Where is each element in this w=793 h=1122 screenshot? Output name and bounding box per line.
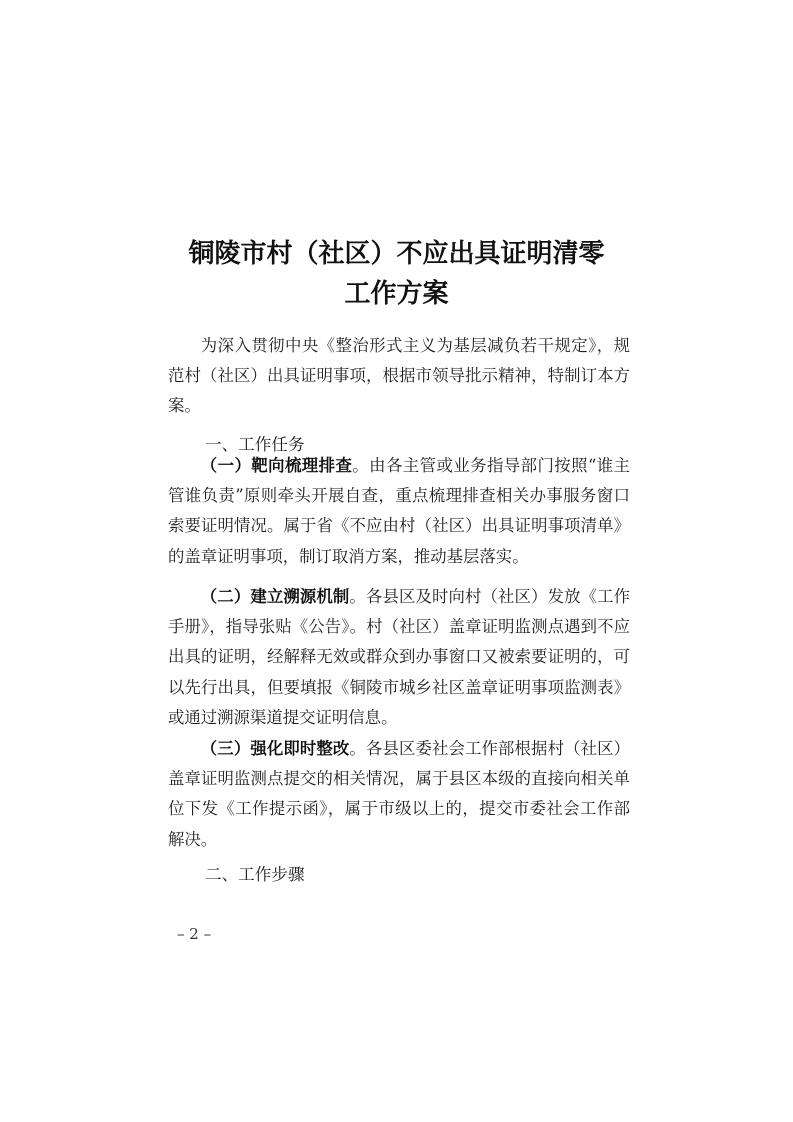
- task-item-2-text: 。各县区及时向村（社区）发放《工作手册》，指导张贴《公告》。村（社区）盖章证明监测点遇到不应出具的证明，经解释无效或群众到办事窗口又被索要证明的，可以先行出具，但要填报《铜陵市城乡社区盖章证明事项监测表》或通过溯源渠道提交证明信息。: [168, 587, 631, 727]
- task-item-3-lead: （三）强化即时整改: [200, 739, 350, 758]
- section-1-heading: 一、工作任务: [205, 435, 305, 454]
- task-item-1: [168, 451, 630, 572]
- task-item-3: [168, 734, 630, 855]
- document-title-line-1: 铜陵市村（社区）不应出具证明清零: [188, 239, 605, 269]
- task-item-2: [168, 582, 630, 733]
- page-number: – 2 –: [177, 925, 212, 943]
- task-item-1-text: 。由各主管或业务指导部门按照“谁主管谁负责”原则牵头开展自查，重点梳理排查相关办事服务窗口索要证明情况。属于省《不应由村（社区）出具证明事项清单》的盖章证明事项，制订取消方案，推动基层落实。: [168, 456, 630, 566]
- task-item-2-lead: （二）建立溯源机制: [200, 587, 350, 606]
- task-item-1-lead: （一）靶向梳理排查: [200, 456, 353, 475]
- task-item-3-text: 。各县区委社会工作部根据村（社区）盖章证明监测点提交的相关情况，属于县区本级的直接向相关单位下发《工作提示函》，属于市级以上的，提交市委社会工作部解决。: [168, 739, 631, 849]
- document-title-line-2: 工作方案: [344, 279, 449, 309]
- intro-paragraph: 为深入贯彻中央《整治形式主义为基层减负若干规定》，规范村（社区）出具证明事项，根据市领导批示精神，特制订本方案。: [168, 336, 630, 416]
- section-2-heading: 二、工作步骤: [205, 865, 305, 884]
